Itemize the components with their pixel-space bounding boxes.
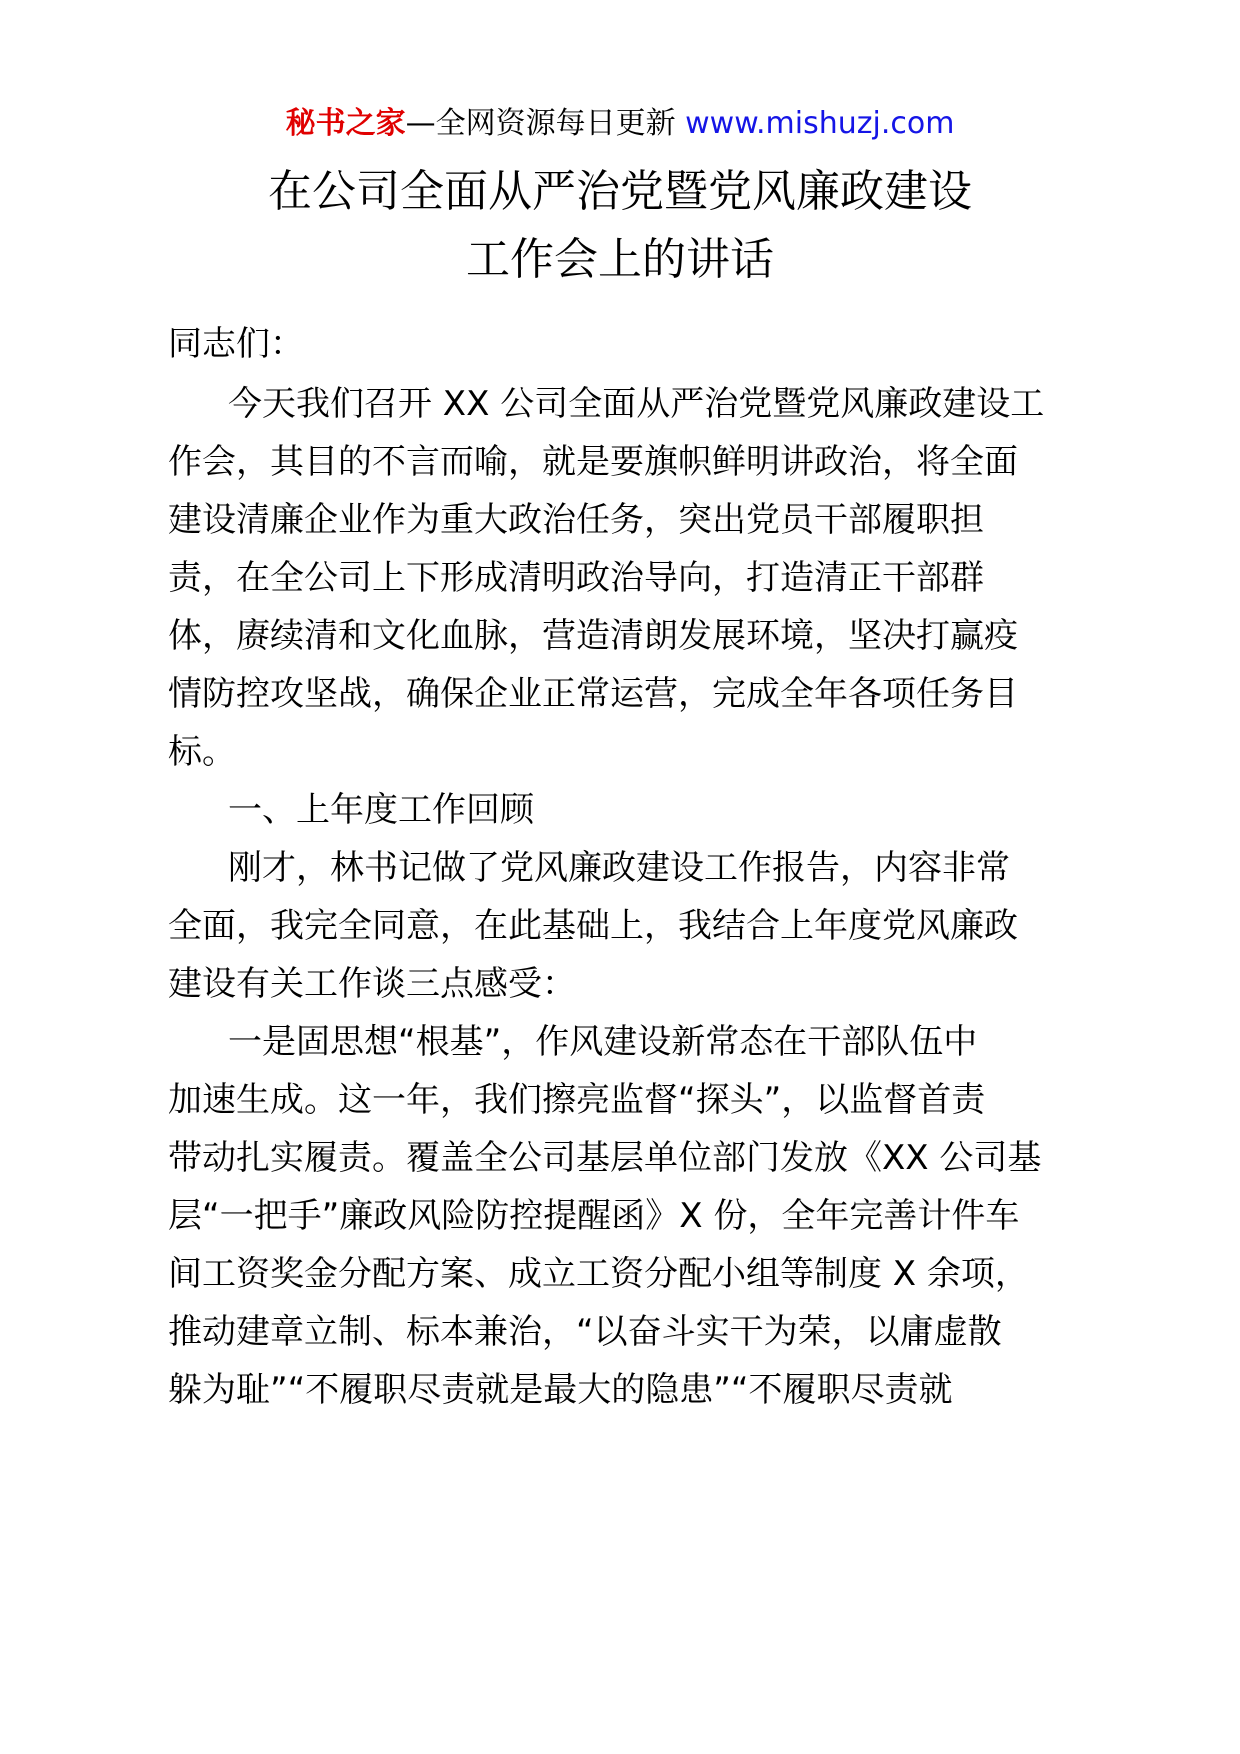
paragraph-line: 责，在全公司上下形成清明政治导向，打造清正干部群 bbox=[168, 558, 984, 598]
document-title-line-1: 在公司全面从严治党暨党风廉政建设 bbox=[268, 166, 972, 217]
site-url-link[interactable]: www.mishuzj.com bbox=[685, 106, 955, 141]
paragraph-line: 体，赓续清和文化血脉，营造清朗发展环境，坚决打赢疫 bbox=[168, 616, 1018, 656]
paragraph-line: 躲为耻”“不履职尽责就是最大的隐患”“不履职尽责就 bbox=[168, 1370, 953, 1410]
paragraph-line: 带动扎实履责。覆盖全公司基层单位部门发放《XX 公司基 bbox=[168, 1138, 1042, 1178]
paragraph-line: 一是固思想“根基”，作风建设新常态在干部队伍中 bbox=[228, 1022, 978, 1062]
brand-name: 秘书之家 bbox=[285, 106, 406, 141]
paragraph-line: 间工资奖金分配方案、成立工资分配小组等制度 X 余项， bbox=[168, 1254, 1029, 1294]
paragraph-line: 作会，其目的不言而喻，就是要旗帜鲜明讲政治，将全面 bbox=[168, 442, 1018, 482]
site-watermark-header bbox=[0, 100, 1240, 148]
paragraph-line: 刚才，林书记做了党风廉政建设工作报告，内容非常 bbox=[228, 848, 1010, 888]
paragraph-line: 层“一把手”廉政风险防控提醒函》X 份，全年完善计件车 bbox=[168, 1196, 1020, 1236]
salutation: 同志们： bbox=[168, 324, 304, 364]
paragraph-line: 加速生成。这一年，我们擦亮监督“探头”，以监督首责 bbox=[168, 1080, 986, 1120]
paragraph-line: 建设有关工作谈三点感受： bbox=[168, 964, 576, 1004]
section-heading: 一、上年度工作回顾 bbox=[228, 790, 534, 830]
paragraph-line: 标。 bbox=[168, 732, 236, 772]
document-title-line-2: 工作会上的讲话 bbox=[466, 234, 774, 285]
paragraph-line: 情防控攻坚战，确保企业正常运营，完成全年各项任务目 bbox=[168, 674, 1018, 714]
paragraph-line: 全面，我完全同意，在此基础上，我结合上年度党风廉政 bbox=[168, 906, 1018, 946]
paragraph-line: 今天我们召开 XX 公司全面从严治党暨党风廉政建设工 bbox=[228, 384, 1045, 424]
paragraph-line: 建设清廉企业作为重大政治任务，突出党员干部履职担 bbox=[168, 500, 984, 540]
header-tagline: —全网资源每日更新 bbox=[405, 106, 686, 141]
paragraph-line: 推动建章立制、标本兼治，“以奋斗实干为荣，以庸虚散 bbox=[168, 1312, 1002, 1352]
